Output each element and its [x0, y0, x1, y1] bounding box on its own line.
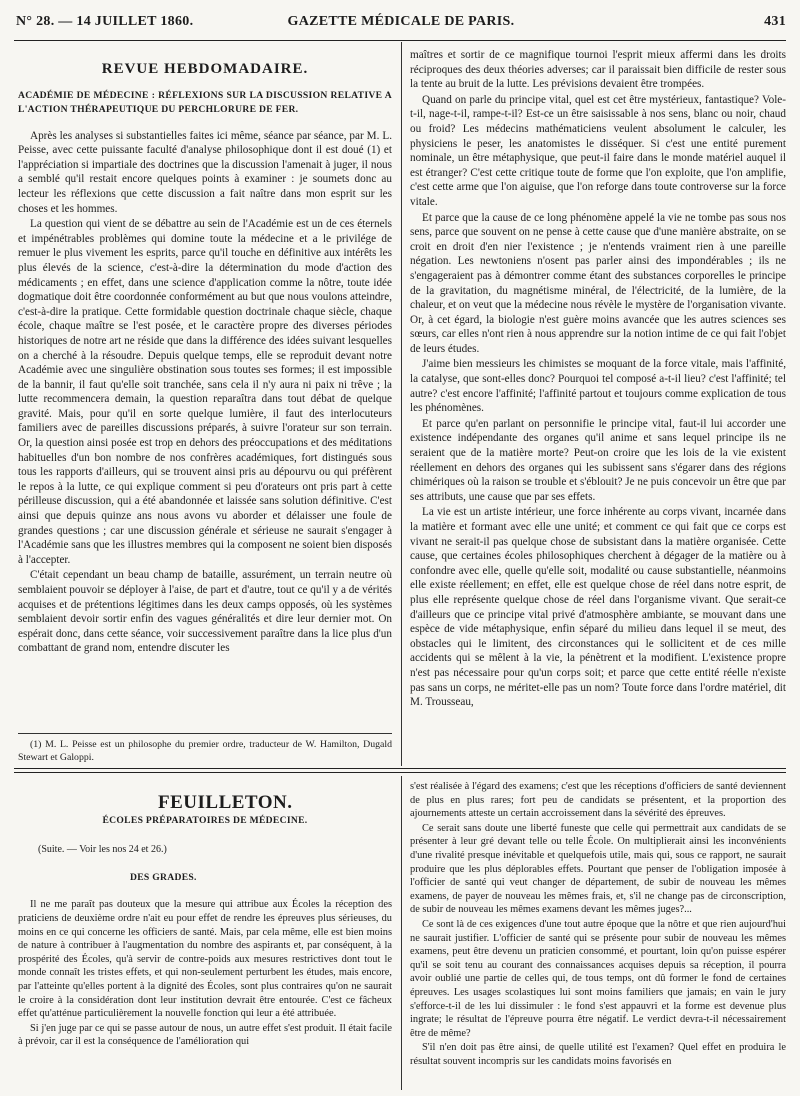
feuilleton-paragraph: Si j'en juge par ce qui se passe autour de nous, un autre effet s'est produit. Il était facile à prévoir, car il est la conséquence de l'amélioration qui	[18, 1022, 392, 1048]
revue-paragraph: La vie est un artiste intérieur, une force inhérente au corps vivant, incarnée dans la matière et formant avec elle une unité; et comment ce qui fait que ce corps est vivant ne serait-il pas quelque chose de subsistant dans la matière organisée. Cette cause, que certaines écoles philosophiques cherchent à dégager de la matière ou à confondre avec elle, quelle qu'elle soit, modalité ou cause substantielle, néanmoins elle existe réellement; en effet, elle est quelque chose de réel dans notre esprit, de plus elle représente quelque chose de réel dans l'organisme vivant. Que serait-ce d'ailleurs que ce principe vital privé d'atmosphère ambiante, se mouvant dans une espèce de vide métaphysique, enfin séparé du milieu dans lequel il se meut, des obstacles qui le limitent, des circonstances qui le sollicitent et de ces mille accidents qui se mêlent à la vie, la pénètrent et la modifient. L'existence propre n'est pas nécessaire pour qu'un corps soit; et parce que cette entité réelle n'existe pas sans un corps, ne méritet-elle pas un nom? Toute force dans l'ordre matériel, dit M. Trousseau,	[410, 506, 786, 709]
footnote-rule	[18, 733, 392, 734]
feuilleton-subsection: DES GRADES.	[130, 871, 197, 883]
feuilleton-paragraph: S'il n'en doit pas être ainsi, de quelle utilité est l'examen? Quel effet en produira le résultat souvent incompris sur les candidats moins favorisés en	[410, 1042, 786, 1067]
header-rule	[14, 40, 786, 41]
feuilleton-paragraph: Ce serait sans doute une liberté funeste que celle qui permettrait aux candidats de se présenter à leur gré devant telle ou telle École. On multiplierait ainsi les inconvénients d'une rivalité presque inévitable et quelquefois utile, mais qui, sous ce rapport, ne saurait produire que les plus déplorables effets. Pourtant que penser de l'obligation imposée à l'officier de santé qui veut changer de département, de subir de nouveau les mêmes examens, de payer de nouveau les mêmes frais, et, s'il ne change pas de circonscription, de subir de nouveau les mêmes examens devant les mêmes juges?...	[410, 822, 786, 916]
feuilleton-left-column	[18, 792, 392, 1049]
feuilleton-section: ÉCOLES PRÉPARATOIRES DE MÉDECINE.	[102, 814, 308, 826]
revue-paragraph: maîtres et sortir de ce magnifique tournoi l'esprit mieux affermi dans les droits réciproques des deux théories adverses; car il paraissait bien difficile de rester sous la tente au bruit de la lutte. Les prévisions devaient être trompées.	[410, 49, 786, 91]
feuilleton-title: FEUILLETON.	[158, 792, 293, 813]
issue-date: N° 28. — 14 JUILLET 1860.	[16, 14, 194, 29]
revue-paragraph: Et parce que la cause de ce long phénomène appelé la vie ne tombe pas sous nos sens, parce que souvent on ne pense à cette cause que d'une manière abstraite, on se croit en droit d'en nier l'existence ; je n'entends vraiment rien à une pareille négation. Les newtoniens n'osent pas parler ainsi des impondérables ; ils ne s'engageraient pas à démontrer comme étant des substances corporelles le principe de la gravitation, du magnétisme minéral, de l'électricité, de la lumière, de la chaleur, et on veut que la médecine nous révèle le mystère de l'organisation vivante. Or, à cet égard, la biologie n'est guère moins avancée que les autres sciences ses sœurs, car elles n'ont rien à nous apprendre sur la notion intime de ce qui fait l'objet de leurs études.	[410, 211, 786, 355]
feuilleton-paragraph: s'est réalisée à l'égard des examens; c'est que les réceptions d'officiers de santé deviennent de plus en plus rares; fort peu de candidats se présentent, et la proportion des ajournements atteste un certain accroissement dans la sévérité des épreuves.	[410, 781, 786, 820]
revue-subtitle: ACADÉMIE DE MÉDECINE : RÉFLEXIONS SUR LA DISCUSSION RELATIVE A L'ACTION THÉRAPEUTIQUE DU PERCHLORURE DE FER.	[18, 89, 392, 115]
page-number: 431	[764, 14, 786, 29]
feuilleton-rule-2	[14, 772, 786, 773]
page-header	[16, 14, 786, 36]
feuilleton-paragraph: Ce sont là de ces exigences d'une tout autre époque que la nôtre et que rien aujourd'hui ne saurait justifier. L'officier de santé qui se présente pour subir de nouveau les mêmes examens, peut être devenu un praticien consommé, et pourtant, loin qu'on puisse espérer qu'il se soit tenu au courant des connaissances acquises depuis sa réception, il pourra avoir oublié une partie de celles qui, de tous temps, ont dû former le fond de certaines épreuves. Les usages scolastiques lui sont moins familiers que jamais; en vain le jury s'efforce-t-il de les lui dissimuler : le fond s'est appauvri et la forme est devenue plus ingrate; le résultat de l'épreuve pourra être négatif. Le verdict devra-t-il nécessairement être de même?	[410, 918, 786, 1039]
revue-paragraph: C'était cependant un beau champ de bataille, assurément, un terrain neutre où semblaient pouvoir se déployer à l'aise, de part et d'autre, tout ce qu'il y a de vérités acquises et de prétentions légitimes dans les deux camps opposés, où les systèmes semblaient devoir sortir enfin des vagues généralités et dire leur dernier mot. On espérait donc, dans cette séance, voir successivement paraître dans la lice plus d'un combattant de grand nom, entendre discuter les	[18, 569, 392, 655]
revue-paragraph: La question qui vient de se débattre au sein de l'Académie est un de ces éternels et impénétrables problèmes qui domine toute la médecine et a le privilége de remuer le plus vivement les esprits, parce qu'il touche en définitive aux intérêts les plus élevés de la science, c'est-à-dire la détermination du mode d'action des médicaments ; en effet, dans une science d'application comme la nôtre, toute idée dogmatique doit être coordonnée conformément au but que nous voulons atteindre, c'est-à-dire la pratique. Cette formidable question doctrinale chaque siècle, chaque école, chaque maître se l'est posée, et le caractère propre des diverses périodes historiques de notre art ne réside que dans la différence des idées suivant lesquelles on a cherché à la résoudre. Depuis quelque temps, elle se reproduit devant notre Académie avec une singulière obstination sous toutes ses formes; il est impossible de la bannir, il faut qu'elle soit tranchée, sans cela il n'y aura ni paix ni trêve ; la lutte recommencera demain, la question reparaîtra dans tout débat de quelque gravité. Mais, pour qu'il en sorte quelque lumière, il faut des interlocuteurs familiers avec de pareilles discussions préparés, à suivre l'orateur sur son terrain. Or, la question ainsi posée est trop en dehors des préoccupations et des méditations habituelles d'un bon nombre de nos confrères académiques, fort distingués sous tous les rapports d'ailleurs, qui se trouvent ainsi pris au dépourvu ou qui préfèrent le repos à la lutte, ce qui explique comment si peu d'orateurs ont pris part à cette périlleuse discussion, qui a été abandonnée et laissée sans solution définitive. C'est ainsi que depuis quinze ans nous avons vu aborder et délaisser une foule de grandes questions ; car une discussion générale et sérieuse ne saurait s'engager à l'Académie sans que les illustres membres qui la composent ne soient bien disposés à l'accepter.	[18, 218, 392, 566]
footnote-text: (1) M. L. Peisse est un philosophe du premier ordre, traducteur de W. Hamilton, Dugald Stewart et Galoppi.	[18, 739, 392, 763]
footnote	[18, 738, 392, 764]
feuilleton-suite: (Suite. — Voir les nos 24 et 26.)	[38, 844, 167, 856]
revue-paragraph: J'aime bien messieurs les chimistes se moquant de la force vitale, mais l'affinité, la catalyse, que sont-elles donc? Pourquoi tel composé a-t-il lieu? c'est l'affinité; tel autre? c'est encore l'affinité; l'affinité partout et toujours comme explication de tous les phénomènes.	[410, 358, 786, 415]
column-divider-top	[401, 42, 402, 766]
revue-title: REVUE HEBDOMADAIRE.	[101, 61, 309, 77]
feuilleton-paragraph: Il ne me paraît pas douteux que la mesure qui attribue aux Écoles la réception des praticiens de deuxième ordre n'ait eu pour effet de rendre les épreuves plus sérieuses, du moins en ce qui concerne les officiers de santé. Mais, par cela même, elle est bien moins de nature à contribuer à l'augmentation du nombre des aspirants et, par conséquent, à la prospérité des Écoles, qu'à servir de contre-poids aux mesures restrictives dont tout le monde connaît les tristes effets, et qui non-seulement perturbent les études, mais encore, par l'atteinte qu'elles portent à la dignité des Écoles, sont plus contraires qu'on ne saurait le croire à la considération dont leur institution devrait être entourée. C'est ce fâcheux effet qu'atténue particulièrement la nouvelle fonction qui leur a été attribuée.	[18, 899, 392, 1020]
journal-title: GAZETTE MÉDICALE DE PARIS.	[287, 14, 515, 29]
revue-left-column	[18, 48, 392, 656]
revue-paragraph: Et parce qu'en parlant on personnifie le principe vital, faut-il lui accorder une existence indépendante des organes qu'il anime et sans lequel principe ils ne seraient que de la matière morte? Peut-on croire que les lois de la vie existent réellement en dehors des organes qui les subissent sans s'égarer dans des régions chimériques où la raison se trouble et s'éblouit? Je ne puis concevoir un être que par ses attributs, une cause que par ses effets.	[410, 417, 786, 503]
revue-paragraph: Quand on parle du principe vital, quel est cet être mystérieux, fantastique? Vole-t-il, nage-t-il, rampe-t-il? Est-ce un être saisissable à nos sens, blanc ou noir, chaud ou froid? Les médecins mathématiciens veulent absolument le calculer, les physiciens le peser, les anatomistes le disséquer. Si c'est une entité purement nominale, un être métaphysique, que peut-il faire dans le monde matériel auquel il est étranger? C'est cette critique toute de forme que l'on exploite, que l'on amplifie, c'est cette arme que l'on aiguise, que l'on reforge dans toute controverse sur la force vitale.	[410, 93, 786, 208]
revue-paragraph: Après les analyses si substantielles faites ici même, séance par séance, par M. L. Peisse, avec cette puissante faculté d'analyse philosophique dont il est doué (1) et l'appréciation si impartiale des doctrines que la discussion l'amenait à juger, il nous a semblé qu'il restait encore quelques points à examiner : je soumets donc au lecteur les réflexions que cette discussion a fait naître dans mon esprit sur les choses et les hommes.	[18, 129, 392, 215]
revue-right-column	[410, 48, 786, 710]
feuilleton-right-column	[410, 780, 786, 1068]
feuilleton-rule-1	[14, 768, 786, 769]
column-divider-bottom	[401, 776, 402, 1090]
